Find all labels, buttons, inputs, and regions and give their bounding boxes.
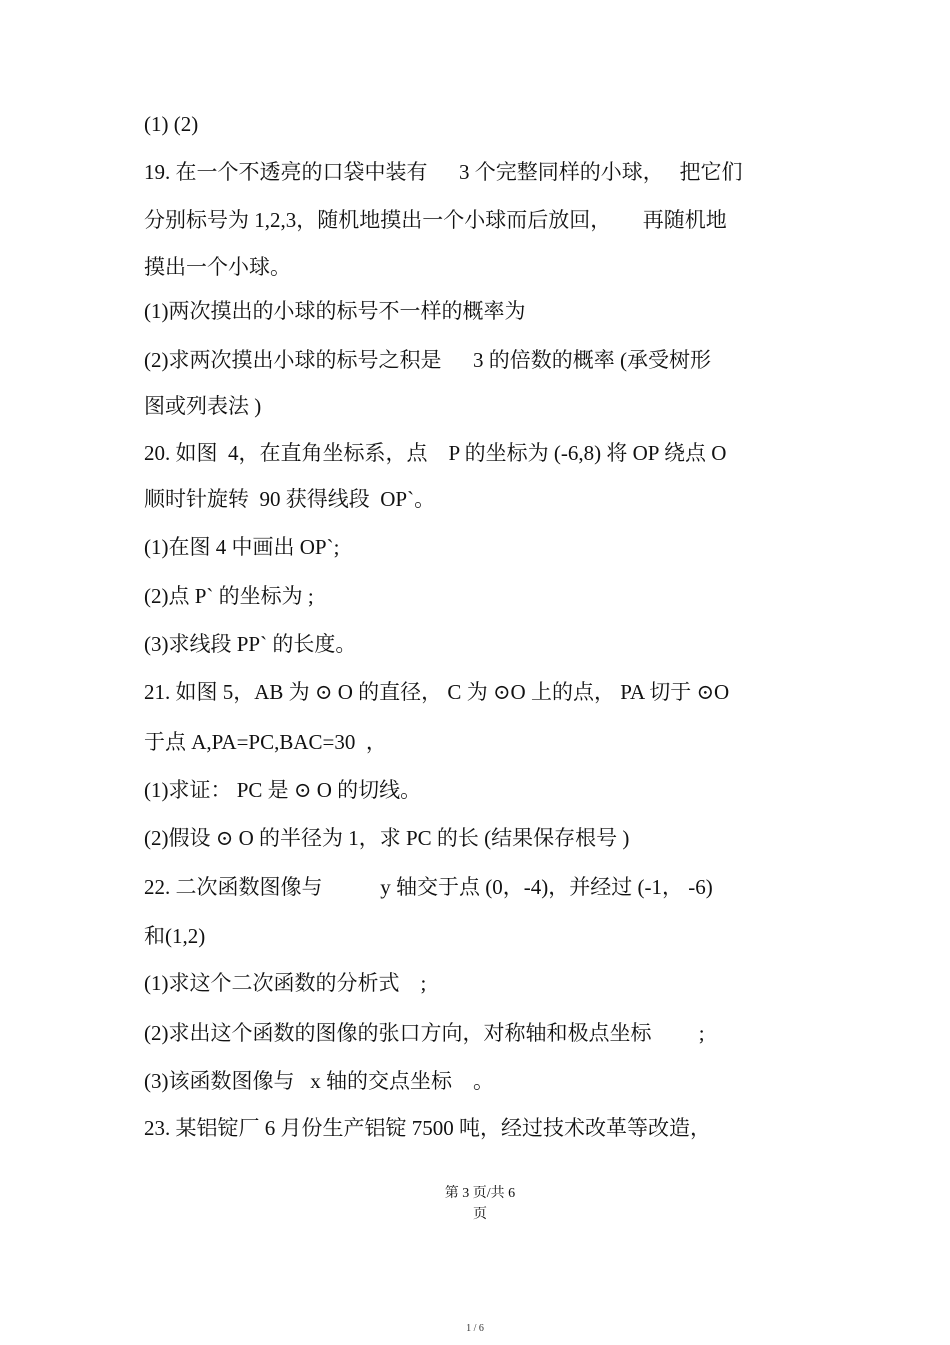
question-19-part-1: (1)两次摸出的小球的标号不一样的概率为 [144, 299, 526, 323]
page-footer-line-2: 页 [473, 1207, 487, 1222]
question-19-part-2: (2)求两次摸出小球的标号之积是 3 的倍数的概率 (承受树形 [144, 348, 711, 372]
question-19-line-1: 19. 在一个不透亮的口袋中装有 3 个完整同样的小球， 把它们 [144, 160, 743, 184]
question-21-part-1: (1)求证： PC 是 ⊙ O 的切线。 [144, 778, 422, 802]
question-22-part-2: (2)求出这个函数的图像的张口方向，对称轴和极点坐标 ; [144, 1021, 705, 1045]
question-19-line-3: 摸出一个小球。 [144, 255, 291, 279]
question-20-part-1: (1)在图 4 中画出 OP`; [144, 535, 340, 559]
question-22-part-3: (3)该函数图像与 x 轴的交点坐标 。 [144, 1069, 494, 1093]
question-20-line-1: 20. 如图 4，在直角坐标系，点 P 的坐标为 (-6,8) 将 OP 绕点 O [144, 441, 727, 465]
question-21-line-1: 21. 如图 5，AB 为 ⊙ O 的直径， C 为 ⊙O 上的点， PA 切于 ⊙O [144, 680, 730, 704]
question-20-part-3: (3)求线段 PP` 的长度。 [144, 632, 357, 656]
question-21-part-2: (2)假设 ⊙ O 的半径为 1，求 PC 的长 (结果保存根号 ) [144, 826, 630, 850]
question-23-line-1: 23. 某铝锭厂 6 月份生产铝锭 7500 吨，经过技术改革等改造， [144, 1116, 711, 1140]
question-20-line-2: 顺时针旋转 90 获得线段 OP`。 [144, 487, 436, 511]
question-22-line-2: 和(1,2) [144, 924, 206, 948]
page-number-indicator: 1 / 6 [466, 1323, 484, 1334]
question-22-line-1: 22. 二次函数图像与 y 轴交于点 (0，-4)，并经过 (-1， -6) [144, 875, 713, 899]
text-line: (1) (2) [144, 112, 199, 136]
page-footer-line-1: 第 3 页/共 6 [444, 1186, 516, 1201]
question-19-line-2: 分别标号为 1,2,3，随机地摸出一个小球而后放回， 再随机地 [144, 208, 727, 232]
question-22-part-1: (1)求这个二次函数的分析式 ; [144, 971, 427, 995]
question-20-part-2: (2)点 P` 的坐标为 ; [144, 584, 314, 608]
question-19-part-2-cont: 图或列表法 ) [144, 394, 262, 418]
question-21-line-2: 于点 A,PA=PC,BAC=30 ， [144, 730, 387, 754]
